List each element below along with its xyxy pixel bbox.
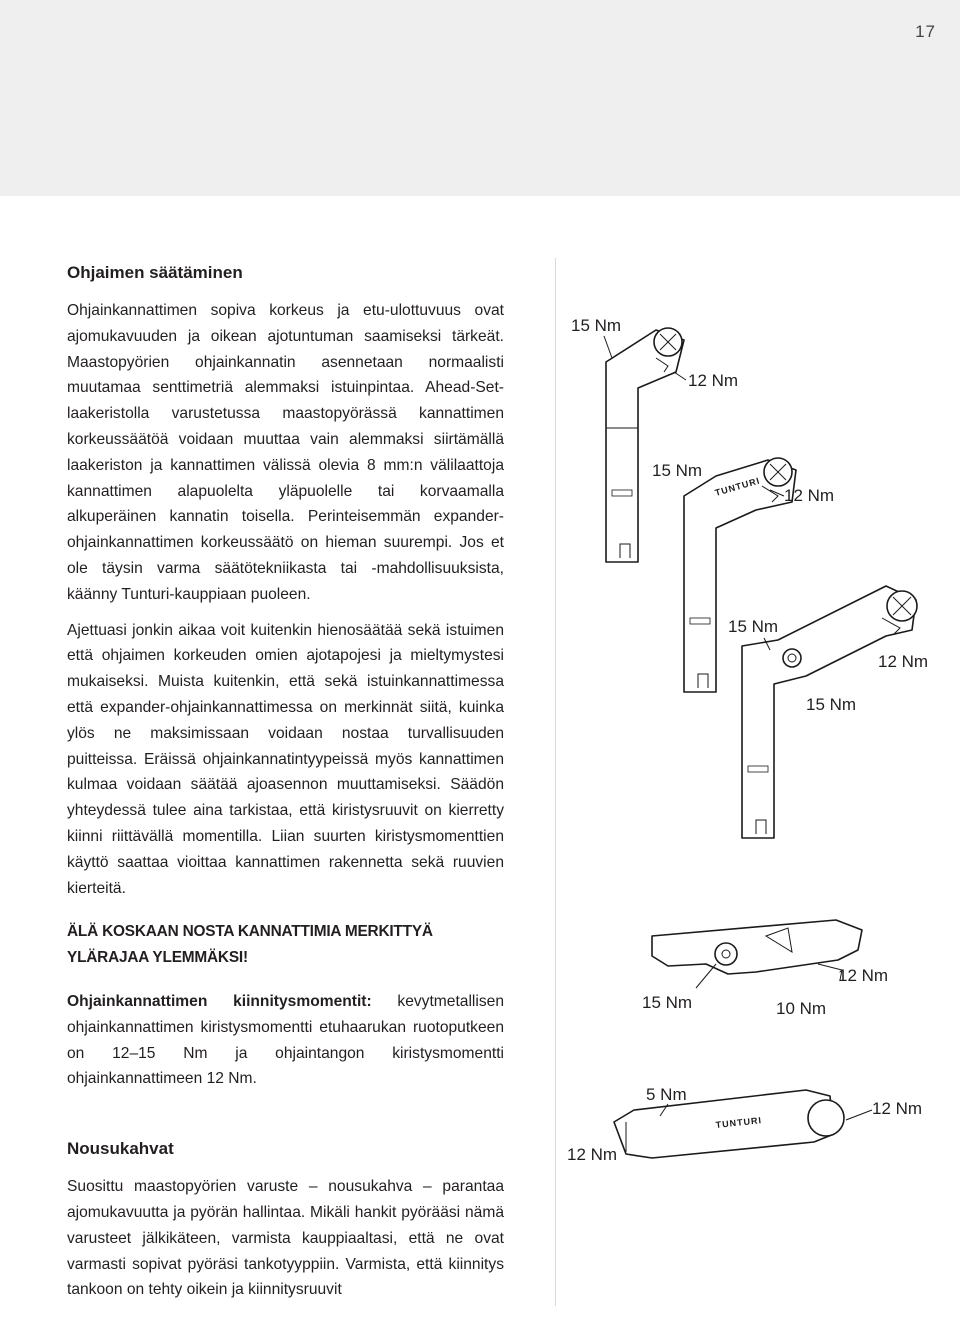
- stem-diagram-4: [652, 920, 862, 980]
- stem-torque-diagram: [556, 300, 960, 1180]
- text-column: [67, 262, 504, 1303]
- paragraph-torque: [67, 989, 504, 1092]
- torque-text: kevytmetallisen ohjainkannattimen kiristysmomentti etuhaarukan ruotoputkeen on 12–15 Nm ja ohjaintangon kiristysmomentti ohjainkannattimeen 12 Nm.: [67, 992, 505, 1088]
- brand-mark-stem5: TUNTURI: [715, 1115, 763, 1130]
- warning-text: ÄLÄ KOSKAAN NOSTA KANNATTIMIA MERKITTYÄ YLÄRAJAA YLEMMÄKSI!: [67, 923, 433, 967]
- brand-mark-stem2: TUNTURI: [713, 475, 762, 498]
- label-s4-left: 15 Nm: [642, 993, 693, 1012]
- header-band: [0, 0, 960, 196]
- torque-label: Ohjainkannattimen kiinnitysmomentit:: [67, 992, 372, 1010]
- label-s3-top: 15 Nm: [728, 617, 779, 636]
- label-s5-top: 5 Nm: [646, 1085, 687, 1104]
- paragraph-bar-ends: Suosittu maastopyörien varuste – nousukahva – parantaa ajomukavuutta ja pyörän hallintaa. Mikäli hankit pyörääsi nämä varusteet jälkikäteen, varmista kauppiaaltasi, että ne ovat varmasti sopivat pyöräsi tankotyyppiin. Varmista, että kiinnitys tankoon on tehty oikein ja kiinnitysruuvit: [67, 1178, 504, 1299]
- section-title-bar-ends: Nousukahvat: [67, 1139, 174, 1159]
- stem-diagram-1: [606, 328, 684, 562]
- label-s3-right: 12 Nm: [878, 652, 929, 671]
- label-s2-right: 12 Nm: [784, 486, 835, 505]
- label-s4-right: 12 Nm: [838, 966, 889, 985]
- section-title-handlebar-adjustment: Ohjaimen säätäminen: [67, 263, 243, 282]
- label-s4-mid: 10 Nm: [776, 999, 827, 1018]
- label-s1-top: 15 Nm: [571, 316, 622, 335]
- label-s2-top: 15 Nm: [652, 461, 703, 480]
- paragraph-fine-tuning: Ajettuasi jonkin aikaa voit kuitenkin hienosäätää sekä istuimen että ohjaimen korkeuden omien ajotapojesi ja mieltymystesi mukaiseksi. Muista kuitenkin, että sekä istuinkannattimessa että expander-ohjainkannattimessa on merkinnät siitä, kuinka ylös ne maksimissaan voidaan nostaa turvallisuuden puitteissa. Eräissä ohjainkannatintyypeissä myös kannattimen kulmaa voidaan säätää ajoasennon muuttamiseksi. Säädön yhteydessä tulee aina tarkistaa, että kiristysruuvit on kierretty kiinni riittävällä momentilla. Liian suurten kiristysmomenttien käyttö saattaa vioittaa kannattimen rakennetta sekä ruuvien kierteitä.: [67, 621, 504, 897]
- paragraph-stem-height: Ohjainkannattimen sopiva korkeus ja etu-ulottuvuus ovat ajomukavuuden ja oikean ajotuntuman saamiseksi tärkeät. Maastopyörien ohjainkannatin asennetaan normaalisti muutamaa senttimetriä alemmaksi istuinpintaa. Ahead-Set-laakeristolla varustetussa maastopyörässä kannattimen korkeussäätöä voidaan muuttaa vain alemmaksi siirtämällä laakeriston ja kannattimen välissä olevia 8 mm:n välilaattoja kannattimen alapuolelta yläpuolelle tai korvaamalla alkuperäinen kannatin toisella. Perinteisemmän expander-ohjainkannattimen korkeussäätö on hieman suurempi. Jos et ole täysin varma säätötekniikasta tai -mahdollisuuksista, käänny Tunturi-kauppiaan puoleen.: [67, 302, 504, 603]
- label-s1-right: 12 Nm: [688, 371, 739, 390]
- label-s5-left: 12 Nm: [567, 1145, 618, 1164]
- label-s5-right: 12 Nm: [872, 1099, 923, 1118]
- page-number: 17: [915, 22, 936, 41]
- label-s3-mid: 15 Nm: [806, 695, 857, 714]
